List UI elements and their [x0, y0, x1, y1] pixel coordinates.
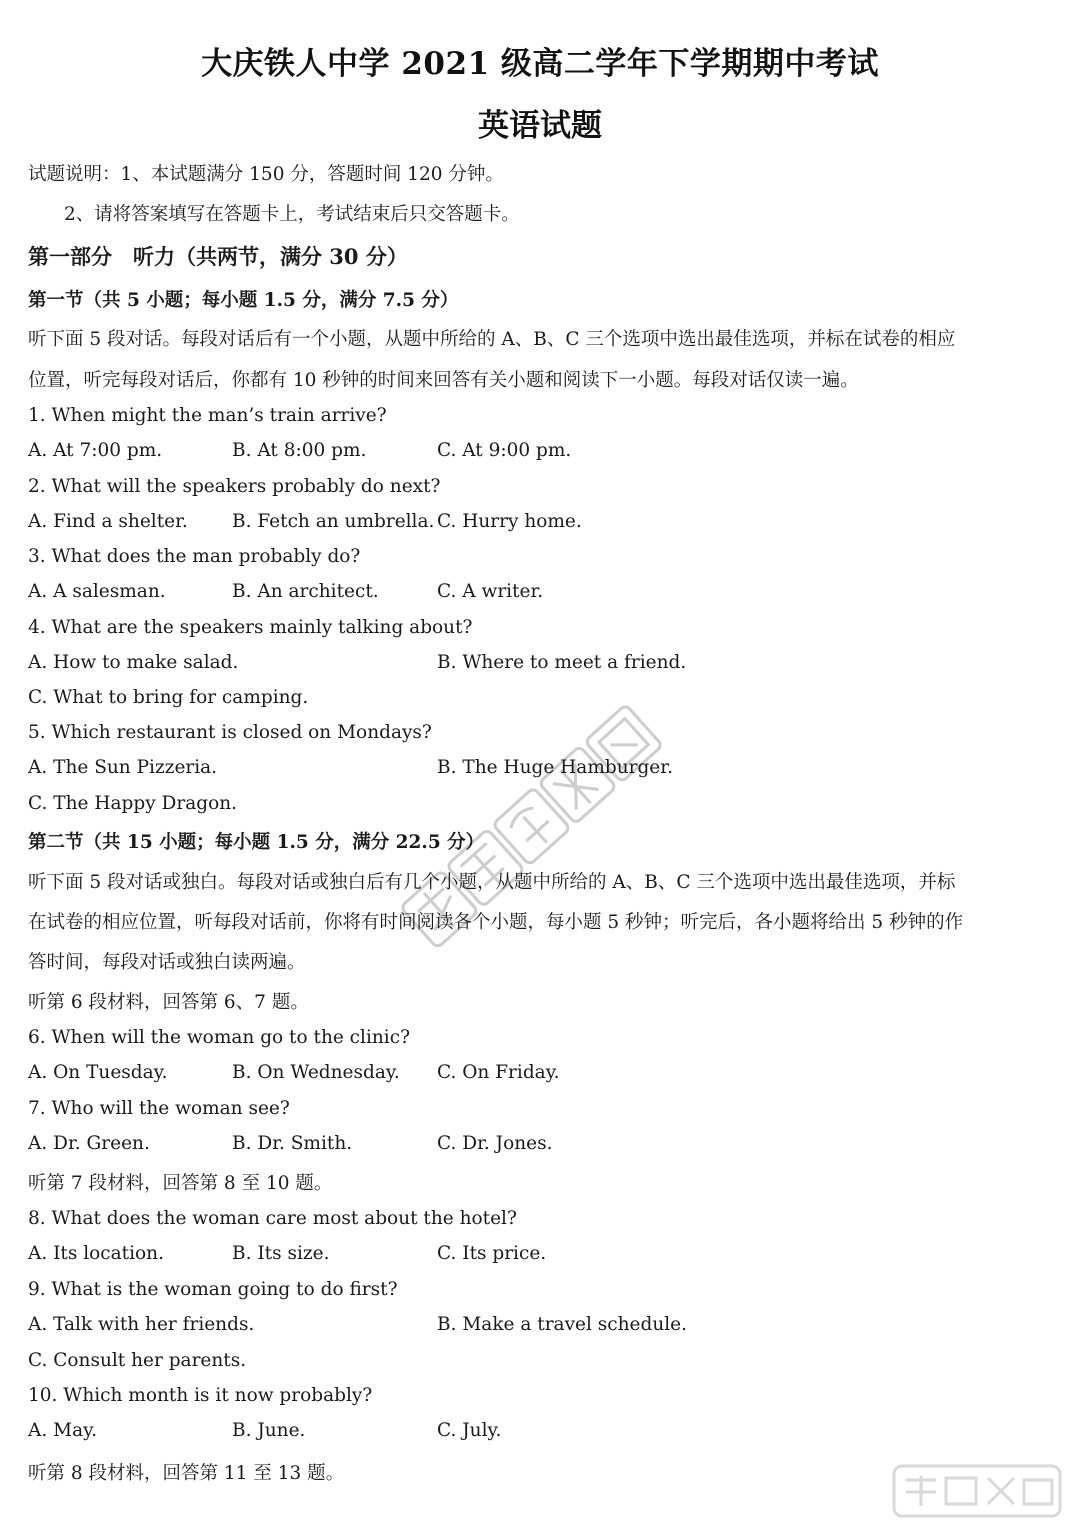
section2-heading: 第二节（共 15 小题；每小题 1.5 分，满分 22.5 分）	[28, 832, 485, 853]
q4-option-c: C. What to bring for camping.	[28, 687, 309, 708]
q6-option-b: B. On Wednesday.	[232, 1062, 400, 1083]
instruction-line-2: 2、请将答案填写在答题卡上，考试结束后只交答题卡。	[64, 204, 520, 225]
question-2: 2. What will the speakers probably do next?	[28, 476, 441, 497]
question-4: 4. What are the speakers mainly talking about?	[28, 617, 473, 638]
material-6-note: 听第 6 段材料，回答第 6、7 题。	[28, 992, 309, 1013]
q7-option-a: A. Dr. Green.	[28, 1133, 150, 1154]
q4-option-a: A. How to make salad.	[28, 652, 239, 673]
q2-option-b: B. Fetch an umbrella.	[232, 511, 435, 532]
part1-heading: 第一部分 听力（共两节，满分 30 分）	[28, 244, 408, 269]
q10-option-b: B. June.	[232, 1420, 306, 1441]
q5-option-b: B. The Huge Hamburger.	[437, 757, 673, 778]
q3-option-b: B. An architect.	[232, 581, 379, 602]
q9-option-c: C. Consult her parents.	[28, 1350, 247, 1371]
q8-option-c: C. Its price.	[437, 1243, 547, 1264]
section2-desc-2: 在试卷的相应位置，听每段对话前，你将有时间阅读各个小题，每小题 5 秒钟；听完后，各小题将给出 5 秒钟的作	[28, 912, 964, 933]
q3-option-a: A. A salesman.	[28, 581, 166, 602]
exam-title: 大庆铁人中学 2021 级高二学年下学期期中考试	[201, 46, 879, 82]
q6-option-a: A. On Tuesday.	[28, 1062, 168, 1083]
section1-heading: 第一节（共 5 小题；每小题 1.5 分，满分 7.5 分）	[28, 290, 459, 311]
instruction-line-1: 试题说明：1、本试题满分 150 分，答题时间 120 分钟。	[28, 164, 504, 185]
q1-option-a: A. At 7:00 pm.	[28, 440, 163, 461]
q4-option-b: B. Where to meet a friend.	[437, 652, 687, 673]
question-7: 7. Who will the woman see?	[28, 1098, 290, 1119]
section2-desc-3: 答时间，每段对话或独白读两遍。	[28, 952, 306, 973]
section1-desc-1: 听下面 5 段对话。每段对话后有一个小题，从题中所给的 A、B、C 三个选项中选出最佳选项，并标在试卷的相应	[28, 329, 956, 350]
q3-option-c: C. A writer.	[437, 581, 544, 602]
section2-desc-1: 听下面 5 段对话或独白。每段对话或独白后有几个小题，从题中所给的 A、B、C 三个选项中选出最佳选项，并标	[28, 872, 956, 893]
q1-option-c: C. At 9:00 pm.	[437, 440, 572, 461]
q10-option-a: A. May.	[28, 1420, 97, 1441]
material-7-note: 听第 7 段材料，回答第 8 至 10 题。	[28, 1173, 333, 1194]
q7-option-c: C. Dr. Jones.	[437, 1133, 553, 1154]
q5-option-c: C. The Happy Dragon.	[28, 793, 238, 814]
material-8-note: 听第 8 段材料，回答第 11 至 13 题。	[28, 1463, 345, 1484]
corner-watermark-logo	[892, 1462, 1062, 1520]
question-9: 9. What is the woman going to do first?	[28, 1279, 398, 1300]
q8-option-b: B. Its size.	[232, 1243, 330, 1264]
q8-option-a: A. Its location.	[28, 1243, 164, 1264]
question-1: 1. When might the man’s train arrive?	[28, 405, 387, 426]
exam-subtitle: 英语试题	[478, 108, 602, 144]
q2-option-a: A. Find a shelter.	[28, 511, 188, 532]
question-6: 6. When will the woman go to the clinic?	[28, 1027, 410, 1048]
question-5: 5. Which restaurant is closed on Mondays?	[28, 722, 432, 743]
question-3: 3. What does the man probably do?	[28, 546, 361, 567]
q10-option-c: C. July.	[437, 1420, 502, 1441]
question-8: 8. What does the woman care most about the hotel?	[28, 1208, 517, 1229]
q1-option-b: B. At 8:00 pm.	[232, 440, 367, 461]
q6-option-c: C. On Friday.	[437, 1062, 560, 1083]
question-10: 10. Which month is it now probably?	[28, 1385, 373, 1406]
section1-desc-2: 位置，听完每段对话后，你都有 10 秒钟的时间来回答有关小题和阅读下一小题。每段对话仅读一遍。	[28, 370, 859, 391]
q5-option-a: A. The Sun Pizzeria.	[28, 757, 218, 778]
q9-option-a: A. Talk with her friends.	[28, 1314, 255, 1335]
q9-option-b: B. Make a travel schedule.	[437, 1314, 688, 1335]
q2-option-c: C. Hurry home.	[437, 511, 582, 532]
q7-option-b: B. Dr. Smith.	[232, 1133, 353, 1154]
